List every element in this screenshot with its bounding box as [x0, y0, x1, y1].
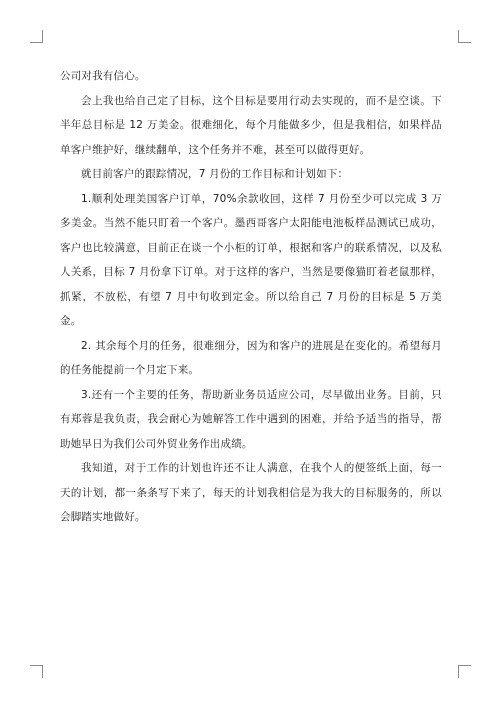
paragraph: 1.顺利处理美国客户订单，70%余款收回，这样 7 月份至少可以完成 3 万多美金。当然不能只盯着一个客户。墨西哥客户太阳能电池板样品测试已成功，客户也比较满意，目前正在谈一个小柜的订单，根据和客户的联系情况，以及私人关系，目标 7 月份拿下订单。对于这样的客户，当然是要像猫盯着老鼠那样，抓紧，不放松，有望 7 月中旬收到定金。所以给自己 7 月份的目标是 5 万美金。	[60, 192, 442, 327]
crop-mark-bottom-left	[30, 665, 43, 678]
paragraph: 就目前客户的跟踪情况，7 月份的工作目标和计划如下：	[81, 168, 349, 180]
crop-mark-top-right	[458, 30, 471, 43]
paragraph: 会上我也给自己定了目标，这个目标是要用行动去实现的，而不是空谈。下半年总目标是 12 万美金。很难细化，每个月能做多少，但是我相信，如果样品单客户维护好，继续翻单，这个任务并不难，甚至可以做得更好。	[60, 94, 442, 156]
paragraph: 3.还有一个主要的任务，帮助新业务员适应公司，尽早做出业务。目前，只有郑蓉是我负责，我会耐心为她解答工作中遇到的困难，并给予适当的指导，帮助她早日为我们公司外贸业务作出成绩。	[60, 388, 442, 450]
paragraph: 我知道，对于工作的计划也许还不让人满意，在我个人的便签纸上面，每一天的计划，都一条条写下来了，每天的计划我相信是为我大的目标服务的，所以会脚踏实地做好。	[60, 462, 442, 523]
crop-mark-top-left	[30, 30, 43, 43]
crop-mark-bottom-right	[458, 665, 471, 678]
document-body	[60, 64, 442, 530]
paragraph: 公司对我有信心。	[60, 70, 146, 82]
paragraph: 2. 其余每个月的任务，很难细分，因为和客户的进展是在变化的。希望每月的任务能提前一个月定下来。	[60, 339, 442, 376]
